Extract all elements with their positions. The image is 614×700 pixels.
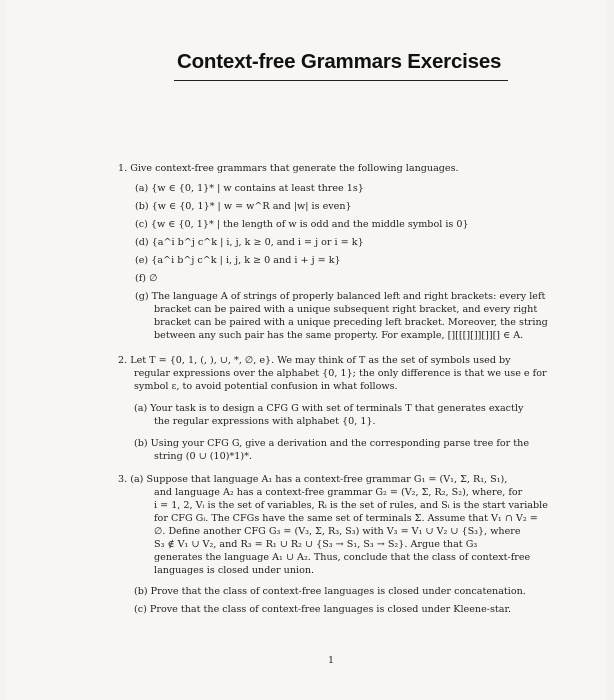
question-3a-line5: ∅. Define another CFG G₃ = (V₃, Σ, R₃, S₃) with V₃ = V₁ ∪ V₂ ∪ {S₃}, where	[154, 526, 521, 537]
page-title: Context-free Grammars Exercises	[177, 50, 502, 73]
item-1c: (c) {w ∈ {0, 1}* | the length of w is odd and the middle symbol is 0}	[135, 219, 469, 230]
document-page	[6, 0, 606, 700]
item-2b-line1: (b) Using your CFG G, give a derivation and the corresponding parse tree for the	[134, 438, 529, 449]
item-1f: (f) ∅	[135, 273, 158, 284]
question-3a-line3: i = 1, 2, Vᵢ is the set of variables, Rᵢ is the set of rules, and Sᵢ is the start variable	[154, 500, 548, 511]
question-2-line2: regular expressions over the alphabet {0, 1}; the only difference is that we use e for	[134, 368, 547, 379]
item-1a: (a) {w ∈ {0, 1}* | w contains at least three 1s}	[135, 183, 364, 194]
question-3a-line6: S₃ ∉ V₁ ∪ V₂, and R₃ = R₁ ∪ R₂ ∪ {S₃ → S₁, S₃ → S₂}. Argue that G₃	[154, 539, 478, 550]
item-2b-line2: string (0 ∪ (10)*1)*.	[154, 451, 252, 462]
item-1g-line3: bracket can be paired with a unique preceding left bracket. Moreover, the string	[154, 317, 548, 328]
item-1g-line2: bracket can be paired with a unique subsequent right bracket, and every right	[154, 304, 538, 315]
question-3a-line4: for CFG Gᵢ. The CFGs have the same set of terminals Σ. Assume that V₁ ∩ V₂ =	[154, 513, 538, 524]
item-1d: (d) {a^i b^j c^k | i, j, k ≥ 0, and i = j or i = k}	[135, 237, 364, 248]
item-1b: (b) {w ∈ {0, 1}* | w = w^R and |w| is even}	[135, 201, 352, 212]
question-3a-line8: languages is closed under union.	[154, 565, 315, 576]
item-3b: (b) Prove that the class of context-free languages is closed under concatenation.	[134, 586, 526, 597]
item-2a-line2: the regular expressions with alphabet {0, 1}.	[154, 416, 376, 427]
question-2-line3: symbol ε, to avoid potential confusion in what follows.	[134, 381, 398, 392]
question-3a-line2: and language A₂ has a context-free grammar G₂ = (V₂, Σ, R₂, S₂), where, for	[154, 487, 523, 498]
item-1g-line4: between any such pair has the same property. For example, [][[[][]][]][] ∈ A.	[154, 330, 524, 341]
item-1g-line1: (g) The language A of strings of properly balanced left and right brackets: every left	[135, 291, 546, 302]
page-number: 1	[328, 655, 335, 666]
question-2-line1: 2. Let T = {0, 1, (, ), ∪, *, ∅, e}. We may think of T as the set of symbols used by	[118, 355, 511, 366]
question-3a-line1: 3. (a) Suppose that language A₁ has a context-free grammar G₁ = (V₁, Σ, R₁, S₁),	[118, 474, 508, 485]
item-2a-line1: (a) Your task is to design a CFG G with set of terminals T that generates exactly	[134, 403, 524, 414]
title-underline	[174, 80, 508, 81]
question-3a-line7: generates the language A₁ ∪ A₂. Thus, conclude that the class of context-free	[154, 552, 531, 563]
item-3c: (c) Prove that the class of context-free languages is closed under Kleene-star.	[134, 604, 512, 615]
item-1e: (e) {a^i b^j c^k | i, j, k ≥ 0 and i + j = k}	[135, 255, 341, 266]
question-1: 1. Give context-free grammars that generate the following languages.	[118, 163, 459, 174]
